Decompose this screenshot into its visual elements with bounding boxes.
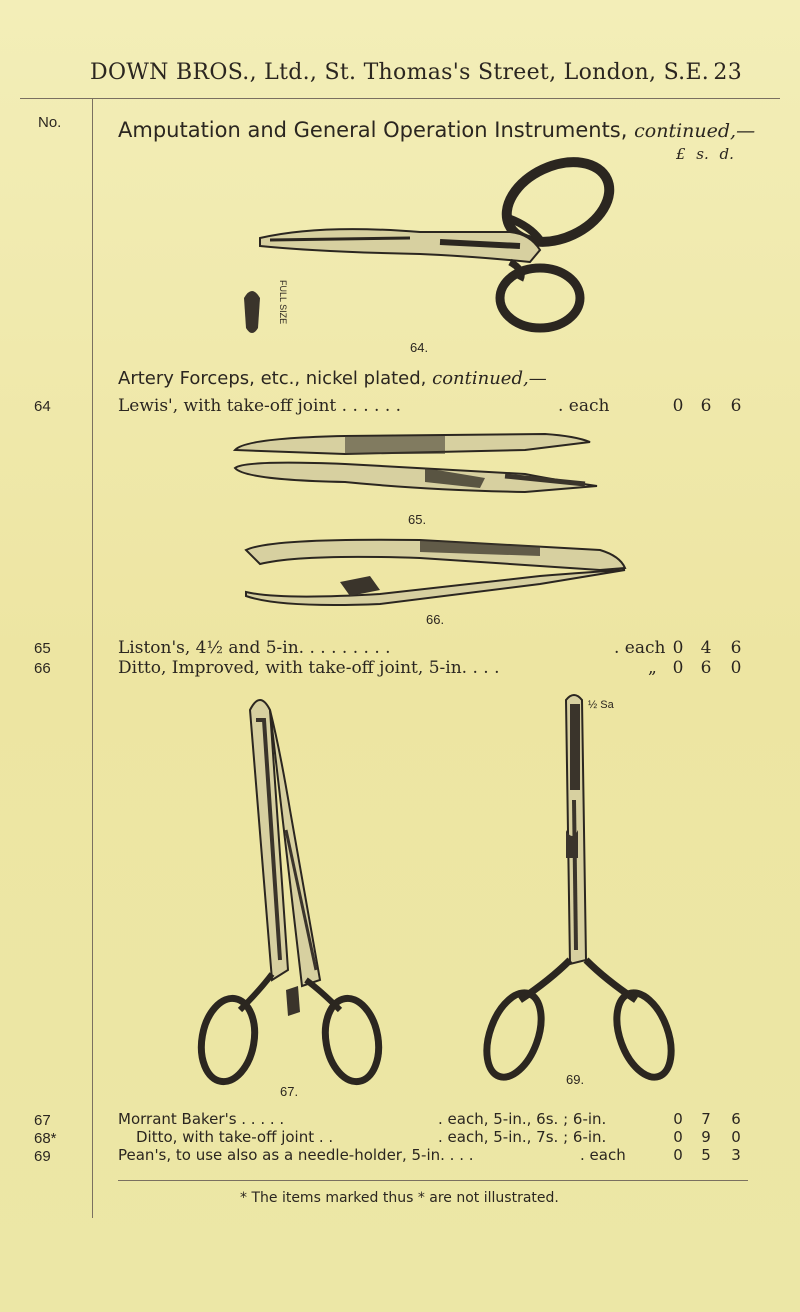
item-desc-65: Liston's, 4½ and 5-in. . . . . . . . . [118,638,391,658]
price-l-65: 0 [672,638,684,658]
item-number-68: 68* [34,1130,57,1147]
item-each-66: „ [648,658,657,678]
footnote: * The items marked thus * are not illustrated. [240,1190,559,1206]
price-l-64: 0 [672,396,684,416]
subtitle-continued: continued,— [432,368,547,389]
item-each-69: . each [580,1146,626,1164]
item-desc-64: Lewis', with take-off joint . . . . . . [118,396,402,416]
price-l-68: 0 [673,1128,683,1146]
price-s-68: 9 [701,1128,711,1146]
item-desc-68: Ditto, with take-off joint . . [136,1128,334,1146]
price-d-65: 6 [730,638,742,658]
forceps-66-illustration [240,530,640,610]
figure-label-65: 65. [408,512,427,527]
price-s-66: 6 [700,658,712,678]
item-desc-69: Pean's, to use also as a needle-holder, 5-in. . . . [118,1146,474,1164]
item-number-66: 66 [34,660,51,677]
item-number-65: 65 [34,640,51,657]
header-rule [20,98,780,99]
page-header [90,60,750,85]
figure-label-66: 66. [426,612,445,627]
price-d-69: 3 [731,1146,741,1164]
full-size-label: FULL SIZE [278,280,288,325]
price-l-66: 0 [672,658,684,678]
price-s-69: 5 [701,1146,711,1164]
currency-header: £ s. d. [676,145,734,163]
price-l-69: 0 [673,1146,683,1164]
item-each-64: . each [558,396,610,416]
column-rule [92,98,93,1218]
forceps-64-illustration [240,150,620,350]
section-continued: continued,— [634,120,756,142]
item-desc-67: Morrant Baker's . . . . . [118,1110,285,1128]
section-title: Amputation and General Operation Instruments, continued,— [118,118,756,142]
price-s-67: 7 [701,1110,711,1128]
price-d-66: 0 [730,658,742,678]
price-s-65: 4 [700,638,712,658]
forceps-69-illustration [480,690,680,1090]
forceps-65-illustration [225,420,625,510]
price-s-64: 6 [700,396,712,416]
price-d-68: 0 [731,1128,741,1146]
price-d-67: 6 [731,1110,741,1128]
page-number: 23 [713,60,742,85]
forceps-67-illustration [190,690,390,1090]
figure-label-69: 69. [566,1072,585,1087]
item-number-67: 67 [34,1112,51,1129]
item-number-64: 64 [34,398,51,415]
item-each-65: . each [614,638,666,658]
item-each-68: . each, 5-in., 7s. ; 6-in. [438,1128,607,1146]
figure-label-64: 64. [410,340,429,355]
header-title: DOWN BROS., Ltd., St. Thomas's Street, London, S.E. [90,60,710,85]
half-size-label: ½ Sa [588,699,614,711]
price-d-64: 6 [730,396,742,416]
item-number-69: 69 [34,1148,51,1165]
item-desc-66: Ditto, Improved, with take-off joint, 5-in. . . . [118,658,500,678]
subtitle: Artery Forceps, etc., nickel plated, continued,— [118,368,547,389]
price-l-67: 0 [673,1110,683,1128]
figure-label-67: 67. [280,1084,299,1099]
footer-rule [118,1180,748,1181]
number-column-label: No. [38,114,62,131]
item-each-67: . each, 5-in., 6s. ; 6-in. [438,1110,607,1128]
